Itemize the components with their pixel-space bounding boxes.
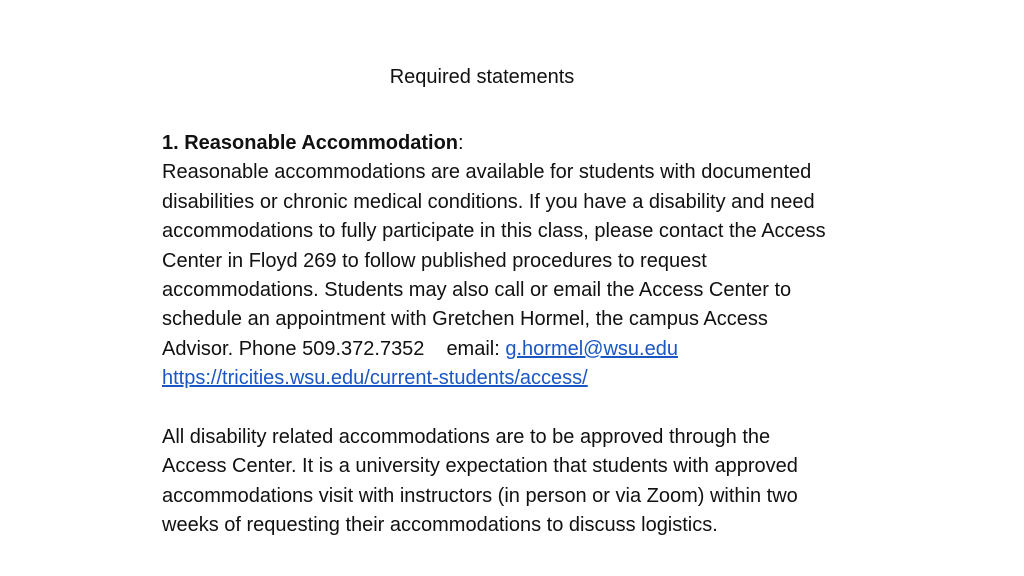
paragraph1-line: Center in Floyd 269 to follow published procedures to request bbox=[162, 249, 707, 272]
section-heading-colon: : bbox=[458, 132, 464, 154]
email-label: email: bbox=[446, 337, 500, 360]
paragraph1-line: schedule an appointment with Gretchen Hormel, the campus Access bbox=[162, 308, 768, 331]
access-center-url-link[interactable]: https://tricities.wsu.edu/current-students/access/ bbox=[162, 367, 588, 390]
section-heading bbox=[162, 129, 922, 158]
paragraph2-line: Access Center. It is a university expectation that students with approved bbox=[162, 455, 798, 478]
paragraph2-line: accommodations visit with instructors (in person or via Zoom) within two bbox=[162, 484, 798, 507]
email-link[interactable]: g.hormel@wsu.edu bbox=[505, 337, 678, 360]
paragraph1-line: accommodations. Students may also call or email the Access Center to bbox=[162, 279, 792, 302]
paragraph-gap bbox=[162, 394, 922, 423]
phone-text: Advisor. Phone 509.372.7352 bbox=[162, 337, 425, 360]
slide-title: Required statements bbox=[389, 66, 575, 88]
paragraph1-line: accommodations to fully participate in this class, please contact the Access bbox=[162, 220, 826, 243]
contact-line bbox=[162, 335, 922, 364]
slide-content bbox=[162, 129, 922, 541]
paragraph1-line: Reasonable accommodations are available for students with documented bbox=[162, 161, 812, 184]
section-heading-text: 1. Reasonable Accommodation bbox=[162, 132, 458, 154]
paragraph2-line: All disability related accommodations are to be approved through the bbox=[162, 426, 771, 449]
paragraph1-line: disabilities or chronic medical conditions. If you have a disability and need bbox=[162, 190, 815, 213]
paragraph2-line: weeks of requesting their accommodations to discuss logistics. bbox=[162, 514, 718, 537]
url-line bbox=[162, 364, 922, 393]
